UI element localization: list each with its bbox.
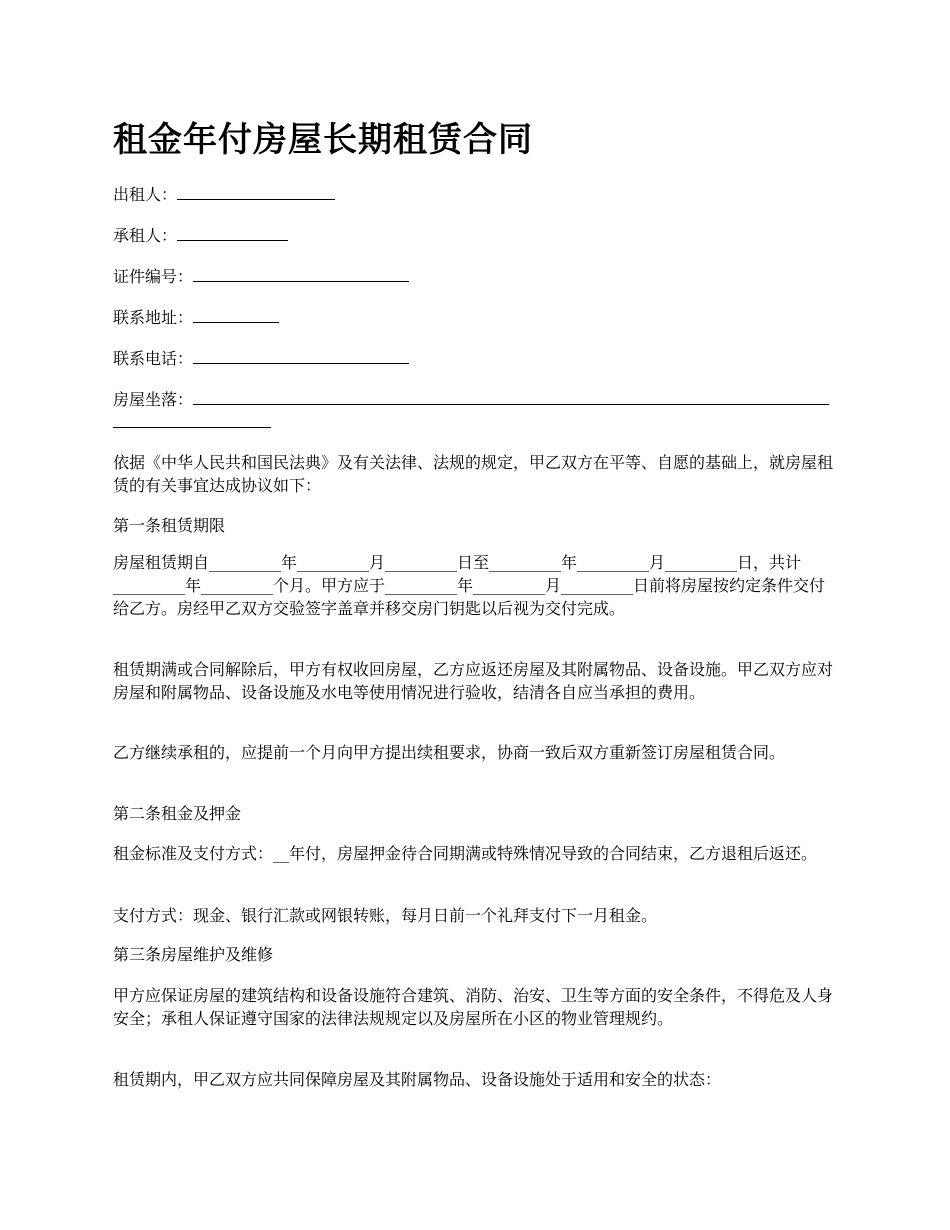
field-label: 房屋坐落： [113, 390, 194, 409]
term-end-paragraph: 租赁期满或合同解除后，甲方有权收回房屋，乙方应返还房屋及其附属物品、设备设施。甲乙双方应对房屋和附属物品、设备设施及水电等使用情况进行验收，结清各自应当承担的费用。 [113, 660, 834, 702]
fill-blank[interactable] [113, 411, 271, 428]
section-heading-term: 第一条租赁期限 [113, 516, 226, 535]
fill-blank[interactable] [177, 224, 288, 241]
field-label: 出租人： [113, 185, 178, 204]
fill-blank[interactable] [193, 388, 829, 405]
field-location [113, 388, 829, 411]
field-address [113, 306, 279, 329]
field-id-number [113, 265, 409, 288]
safety-paragraph: 甲方应保证房屋的建筑结构和设备设施符合建筑、消防、治安、卫生等方面的安全条件，不得危及人身安全；承租人保证遵守国家的法律法规规定以及房屋所在小区的物业管理规约。 [113, 986, 834, 1028]
renewal-paragraph: 乙方继续承租的，应提前一个月向甲方提出续租要求，协商一致后双方重新签订房屋租赁合同。 [113, 743, 786, 762]
preamble-paragraph: 依据《中华人民共和国民法典》及有关法律、法规的规定，甲乙双方在平等、自愿的基础上，就房屋租赁的有关事宜达成协议如下： [113, 453, 834, 495]
document-title: 租金年付房屋长期租赁合同 [113, 120, 533, 160]
field-label: 联系地址： [113, 308, 194, 327]
field-lessee [113, 224, 288, 247]
fill-blank[interactable] [193, 306, 279, 323]
field-location-continued [113, 411, 271, 434]
field-label: 证件编号： [113, 267, 194, 286]
field-lessor [113, 183, 335, 206]
term-paragraph: 房屋租赁期自_________年_________月_________日至_________年_________月_________日，共计_________年_________个月。甲方应于_________年_________月_________日前将房屋按约定条件交付给乙方。房经甲乙双方交验签字盖章并移交房门钥匙以后视为交付完成。 [113, 553, 826, 618]
field-label: 联系电话： [113, 349, 194, 368]
section-heading-rent: 第二条租金及押金 [113, 804, 242, 823]
field-label: 承租人： [113, 226, 178, 245]
section-heading-maintenance: 第三条房屋维护及维修 [113, 945, 274, 964]
payment-method-paragraph: 支付方式：现金、银行汇款或网银转账，每月日前一个礼拜支付下一月租金。 [113, 906, 658, 925]
field-phone [113, 347, 409, 370]
fill-blank[interactable] [177, 183, 335, 200]
fill-blank[interactable] [193, 265, 409, 282]
maintenance-paragraph: 租赁期内，甲乙双方应共同保障房屋及其附属物品、设备设施处于适用和安全的状态： [113, 1070, 722, 1089]
fill-blank[interactable] [193, 347, 409, 364]
rent-standard-paragraph: 租金标准及支付方式：__年付，房屋押金待合同期满或特殊情况导致的合同结束，乙方退租后返还。 [113, 844, 818, 863]
